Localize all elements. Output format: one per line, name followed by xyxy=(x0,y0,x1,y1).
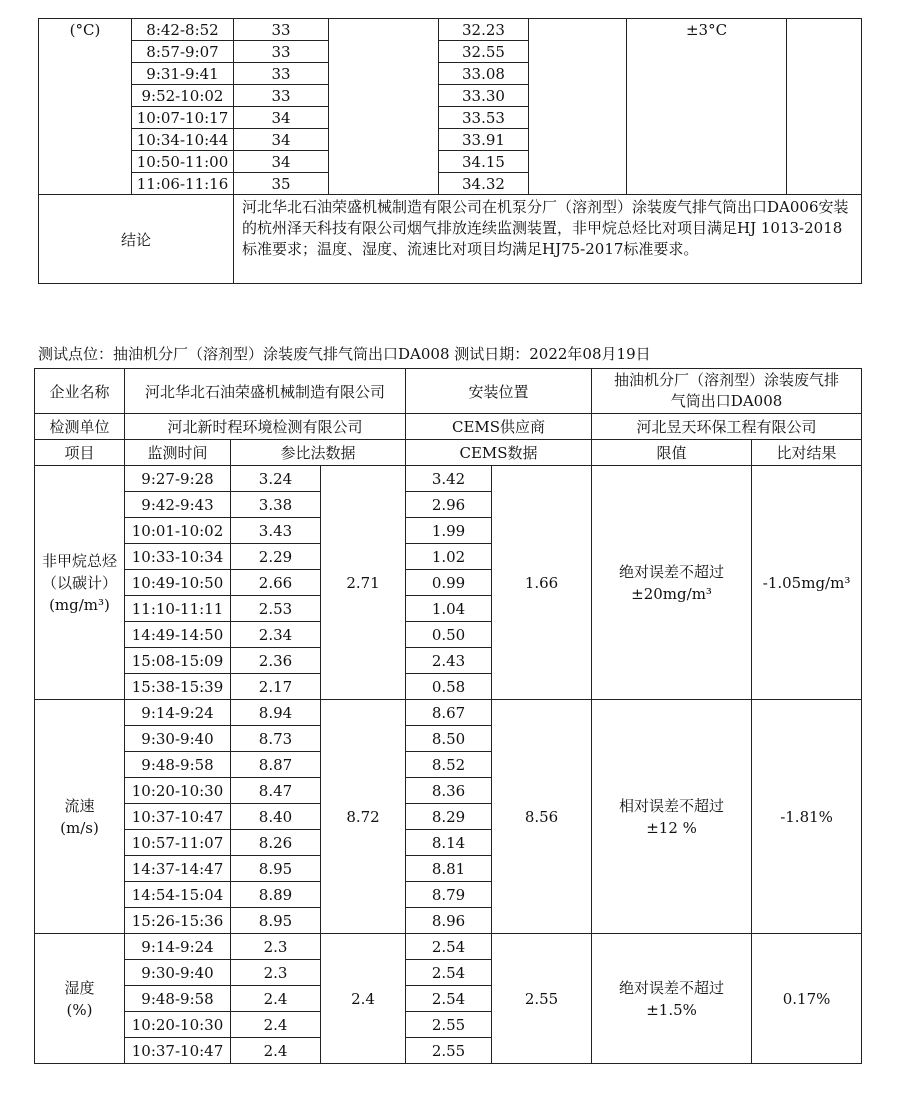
temperature-row xyxy=(39,19,862,41)
time-cell: 14:37-14:47 xyxy=(125,856,231,882)
ref-cell: 2.53 xyxy=(231,596,321,622)
header-time: 监测时间 xyxy=(125,440,231,466)
ref-cell: 2.4 xyxy=(231,1038,321,1064)
cems-cell: 0.58 xyxy=(406,674,492,700)
limit-line: 绝对误差不超过 xyxy=(619,562,725,581)
data-row xyxy=(35,934,862,960)
temperature-unit: (°C) xyxy=(39,19,132,195)
ref-cell: 8.47 xyxy=(231,778,321,804)
limit-cell xyxy=(592,700,752,934)
ref-cell: 2.66 xyxy=(231,570,321,596)
lab-label: 检测单位 xyxy=(35,414,125,440)
time-cell: 10:20-10:30 xyxy=(125,1012,231,1038)
ref-cell: 2.3 xyxy=(231,960,321,986)
cems-cell: 33.30 xyxy=(439,85,529,107)
location-value xyxy=(592,369,862,414)
item-name-line: 非甲烷总烃 xyxy=(41,551,117,570)
time-cell: 9:14-9:24 xyxy=(125,934,231,960)
cems-cell: 2.96 xyxy=(406,492,492,518)
time-cell: 10:01-10:02 xyxy=(125,518,231,544)
header-result: 比对结果 xyxy=(752,440,862,466)
time-cell: 11:06-11:16 xyxy=(132,173,234,195)
ref-cell: 8.87 xyxy=(231,752,321,778)
ref-cell: 8.95 xyxy=(231,856,321,882)
company-label: 企业名称 xyxy=(35,369,125,414)
time-cell: 9:30-9:40 xyxy=(125,726,231,752)
cems-avg-cell: 8.56 xyxy=(492,700,592,934)
ref-cell: 8.95 xyxy=(231,908,321,934)
time-cell: 9:48-9:58 xyxy=(125,752,231,778)
location-line-2: 气筒出口DA008 xyxy=(670,392,783,410)
cems-cell: 8.14 xyxy=(406,830,492,856)
cems-cell: 2.54 xyxy=(406,960,492,986)
cems-cell: 8.50 xyxy=(406,726,492,752)
cems-cell: 0.50 xyxy=(406,622,492,648)
ref-cell: 2.29 xyxy=(231,544,321,570)
item-name-line: 湿度 xyxy=(64,978,95,997)
cems-cell: 8.96 xyxy=(406,908,492,934)
cems-cell: 8.29 xyxy=(406,804,492,830)
time-cell: 10:37-10:47 xyxy=(125,1038,231,1064)
item-name-cell xyxy=(35,466,125,700)
time-cell: 10:20-10:30 xyxy=(125,778,231,804)
ref-cell: 3.43 xyxy=(231,518,321,544)
cems-cell: 2.54 xyxy=(406,934,492,960)
test-point-caption: 测试点位：抽油机分厂（溶剂型）涂装废气排气筒出口DA008 测试日期：2022年08月19日 xyxy=(38,345,651,363)
limit-line: ±1.5% xyxy=(646,1000,697,1019)
company-name: 河北华北石油荣盛机械制造有限公司 xyxy=(125,369,406,414)
cems-cell: 2.55 xyxy=(406,1038,492,1064)
ref-cell: 2.34 xyxy=(231,622,321,648)
item-name-cell xyxy=(35,934,125,1064)
time-cell: 14:49-14:50 xyxy=(125,622,231,648)
cems-cell: 33.91 xyxy=(439,129,529,151)
cems-cell: 32.23 xyxy=(439,19,529,41)
ref-cell: 2.3 xyxy=(231,934,321,960)
limit-cell: ±3°C xyxy=(627,19,787,195)
ref-cell: 8.94 xyxy=(231,700,321,726)
ref-avg-cell: 2.71 xyxy=(321,466,406,700)
cems-cell: 8.67 xyxy=(406,700,492,726)
header-cems: CEMS数据 xyxy=(406,440,592,466)
cems-cell: 33.53 xyxy=(439,107,529,129)
cems-avg-cell: 1.66 xyxy=(492,466,592,700)
time-cell: 9:48-9:58 xyxy=(125,986,231,1012)
ref-cell: 33 xyxy=(234,85,329,107)
time-cell: 10:49-10:50 xyxy=(125,570,231,596)
data-row xyxy=(35,466,862,492)
time-cell: 10:07-10:17 xyxy=(132,107,234,129)
lab-name: 河北新时程环境检测有限公司 xyxy=(125,414,406,440)
ref-cell: 2.4 xyxy=(231,986,321,1012)
limit-line: ±20mg/m³ xyxy=(631,584,712,603)
data-row xyxy=(35,700,862,726)
cems-cell: 1.02 xyxy=(406,544,492,570)
supplier-name: 河北昱天环保工程有限公司 xyxy=(592,414,862,440)
ref-cell: 8.73 xyxy=(231,726,321,752)
ref-cell: 8.26 xyxy=(231,830,321,856)
cems-avg-cell xyxy=(529,19,627,195)
ref-cell: 33 xyxy=(234,63,329,85)
header-ref: 参比法数据 xyxy=(231,440,406,466)
ref-cell: 33 xyxy=(234,41,329,63)
cems-cell: 2.55 xyxy=(406,1012,492,1038)
cems-cell: 8.79 xyxy=(406,882,492,908)
cems-avg-cell: 2.55 xyxy=(492,934,592,1064)
time-cell: 9:30-9:40 xyxy=(125,960,231,986)
supplier-label: CEMS供应商 xyxy=(406,414,592,440)
result-cell: -1.05mg/m³ xyxy=(752,466,862,700)
time-cell: 15:26-15:36 xyxy=(125,908,231,934)
conclusion-text: 河北华北石油荣盛机械制造有限公司在机泵分厂（溶剂型）涂装废气排气筒出口DA006安装的杭州泽天科技有限公司烟气排放连续监测装置，非甲烷总烃比对项目满足HJ 1013-2018标准要求；温度、湿度、流速比对项目均满足HJ75-2017标准要求。 xyxy=(234,195,862,284)
ref-cell: 34 xyxy=(234,151,329,173)
time-cell: 10:37-10:47 xyxy=(125,804,231,830)
ref-avg-cell: 8.72 xyxy=(321,700,406,934)
time-cell: 8:42-8:52 xyxy=(132,19,234,41)
cems-cell: 3.42 xyxy=(406,466,492,492)
cems-cell: 8.36 xyxy=(406,778,492,804)
ref-cell: 3.38 xyxy=(231,492,321,518)
time-cell: 9:14-9:24 xyxy=(125,700,231,726)
time-cell: 10:33-10:34 xyxy=(125,544,231,570)
cems-cell: 34.15 xyxy=(439,151,529,173)
cems-cell: 0.99 xyxy=(406,570,492,596)
cems-cell: 8.81 xyxy=(406,856,492,882)
ref-avg-cell: 2.4 xyxy=(321,934,406,1064)
header-row xyxy=(35,440,862,466)
info-row-lab xyxy=(35,414,862,440)
ref-cell: 33 xyxy=(234,19,329,41)
ref-cell: 34 xyxy=(234,107,329,129)
cems-cell: 1.04 xyxy=(406,596,492,622)
result-cell: 0.17% xyxy=(752,934,862,1064)
time-cell: 9:52-10:02 xyxy=(132,85,234,107)
time-cell: 10:34-10:44 xyxy=(132,129,234,151)
time-cell: 15:08-15:09 xyxy=(125,648,231,674)
time-cell: 10:50-11:00 xyxy=(132,151,234,173)
limit-line: 相对误差不超过 xyxy=(619,796,725,815)
ref-cell: 2.4 xyxy=(231,1012,321,1038)
temperature-comparison-table xyxy=(38,18,862,284)
time-cell: 9:42-9:43 xyxy=(125,492,231,518)
cems-cell: 33.08 xyxy=(439,63,529,85)
header-item: 项目 xyxy=(35,440,125,466)
time-cell: 14:54-15:04 xyxy=(125,882,231,908)
item-name-cell xyxy=(35,700,125,934)
time-cell: 9:27-9:28 xyxy=(125,466,231,492)
cems-cell: 2.54 xyxy=(406,986,492,1012)
info-row-company xyxy=(35,369,862,414)
item-name-line: 流速 xyxy=(64,796,95,815)
time-cell: 10:57-11:07 xyxy=(125,830,231,856)
result-cell xyxy=(787,19,862,195)
ref-cell: 8.89 xyxy=(231,882,321,908)
limit-line: 绝对误差不超过 xyxy=(619,978,725,997)
time-cell: 15:38-15:39 xyxy=(125,674,231,700)
ref-cell: 8.40 xyxy=(231,804,321,830)
header-limit: 限值 xyxy=(592,440,752,466)
ref-cell: 34 xyxy=(234,129,329,151)
ref-cell: 3.24 xyxy=(231,466,321,492)
ref-avg-cell xyxy=(329,19,439,195)
item-name-line: (m/s) xyxy=(60,818,99,837)
item-name-line: (mg/m³) xyxy=(49,595,110,614)
time-cell: 11:10-11:11 xyxy=(125,596,231,622)
limit-line: ±12 % xyxy=(646,818,697,837)
location-line-1: 抽油机分厂（溶剂型）涂装废气排 xyxy=(614,371,840,389)
cems-cell: 34.32 xyxy=(439,173,529,195)
time-cell: 8:57-9:07 xyxy=(132,41,234,63)
cems-cell: 2.43 xyxy=(406,648,492,674)
da008-comparison-table xyxy=(34,368,862,1064)
conclusion-label: 结论 xyxy=(39,195,234,284)
location-label: 安装位置 xyxy=(406,369,592,414)
result-cell: -1.81% xyxy=(752,700,862,934)
limit-cell xyxy=(592,466,752,700)
conclusion-row xyxy=(39,195,862,284)
item-name-line: （以碳计） xyxy=(41,573,117,592)
cems-cell: 1.99 xyxy=(406,518,492,544)
ref-cell: 2.36 xyxy=(231,648,321,674)
item-name-line: (%) xyxy=(66,1000,93,1019)
ref-cell: 2.17 xyxy=(231,674,321,700)
cems-cell: 32.55 xyxy=(439,41,529,63)
limit-cell xyxy=(592,934,752,1064)
ref-cell: 35 xyxy=(234,173,329,195)
time-cell: 9:31-9:41 xyxy=(132,63,234,85)
cems-cell: 8.52 xyxy=(406,752,492,778)
